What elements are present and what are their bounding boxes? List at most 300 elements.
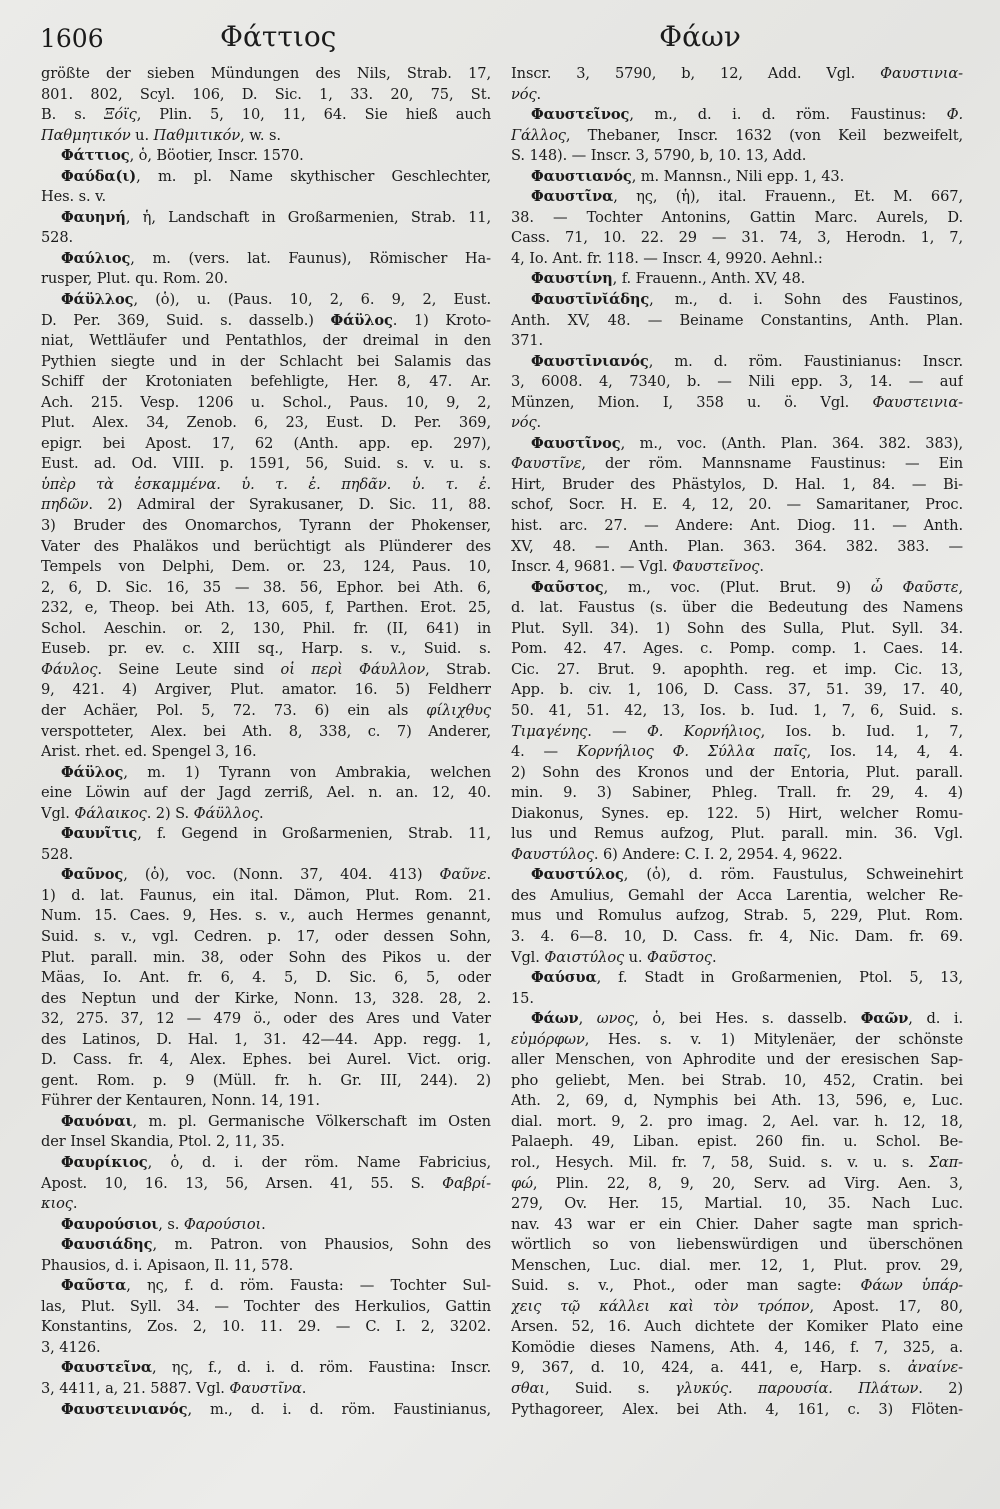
entry-text: . xyxy=(72,1195,78,1213)
entry-text: Schiff der Krotoniaten befehligte, Her. 8, 47. Ar. xyxy=(41,373,491,391)
text-line xyxy=(41,619,491,640)
entry-text: . 6) Andere: C. I. 2, 2954. 4, 9622. xyxy=(593,845,843,863)
entry-text: 279, Ov. Her. 15, Martial. 10, 35. Nach Luc. xyxy=(511,1195,963,1213)
text-line xyxy=(41,331,491,352)
text-line xyxy=(41,865,491,886)
headword: Φαυστῖνα xyxy=(531,188,614,206)
text-line xyxy=(511,1256,963,1277)
entry-text: , Ios. 14, 4, 4. xyxy=(806,743,963,761)
text-line xyxy=(511,660,963,681)
headword: Φαυστύλος xyxy=(531,866,624,884)
entry-text: , ὁ, d. i. der röm. Name Fabricius, xyxy=(147,1153,491,1171)
greek-citation: πηδῶν xyxy=(41,496,89,514)
text-line xyxy=(41,763,491,784)
entry-text: , ης, f. d. röm. Fausta: — Tochter Sul- xyxy=(126,1277,491,1295)
text-line xyxy=(41,1317,491,1338)
text-line xyxy=(41,1030,491,1051)
text-line xyxy=(41,948,491,969)
text-line xyxy=(511,845,963,866)
right-running-headword: Φάων xyxy=(659,20,741,53)
greek-citation: ἀναίνε- xyxy=(907,1359,963,1377)
entry-text: , Suid. s. xyxy=(544,1380,676,1397)
entry-text: , d. i. xyxy=(908,1010,963,1028)
text-line xyxy=(511,598,963,619)
greek-citation: γλυκύς. παρουσία. Πλάτων xyxy=(675,1380,919,1397)
entry-text: wörtlich so von liebenswürdigen und überschönen xyxy=(511,1236,963,1254)
entry-text: , Plin. 5, 10, 11, 64. Sie hieß auch xyxy=(136,106,491,124)
text-line xyxy=(511,783,963,804)
headword: Φάττιος xyxy=(61,147,130,165)
entry-text: Suid. s. v., Phot., oder man sagte: xyxy=(511,1277,861,1295)
entry-text: epigr. bei Apost. 17, 62 (Anth. app. ep. 297), xyxy=(41,434,491,452)
text-line xyxy=(41,249,491,270)
entry-text: , m. d. röm. Faustinianus: Inscr. xyxy=(648,352,963,370)
entry-text: u. xyxy=(130,126,154,144)
text-line xyxy=(41,1379,491,1400)
text-line xyxy=(511,578,963,599)
greek-citation: Φαυστινια- xyxy=(880,65,963,82)
text-line xyxy=(511,167,963,188)
headword: Φαυνῖτις xyxy=(61,825,138,843)
entry-text: , ἡ, Landschaft in Großarmenien, Strab. 11, xyxy=(125,208,491,226)
entry-text: . Seine Leute sind xyxy=(97,660,281,678)
text-line xyxy=(41,1091,491,1112)
entry-text: Eust. ad. Od. VIII. p. 1591, 56, Suid. s. v. u. s. xyxy=(41,455,491,473)
text-line xyxy=(511,331,963,352)
text-line xyxy=(511,126,963,147)
text-line xyxy=(511,208,963,229)
headword: Φαῦνος xyxy=(61,866,124,884)
text-line xyxy=(511,434,963,455)
greek-citation: Σαπ- xyxy=(928,1153,963,1171)
greek-citation: σθαι xyxy=(511,1380,545,1397)
entry-text: . xyxy=(259,804,264,822)
entry-text: Ath. 2, 69, d, Nymphis bei Ath. 13, 596, e, Luc. xyxy=(511,1092,963,1110)
text-line xyxy=(41,290,491,311)
text-line xyxy=(41,372,491,393)
entry-text: des Neptun und der Kirke, Nonn. 13, 328. 28, 2. xyxy=(41,989,491,1007)
entry-text: , f. Gegend in Großarmenien, Strab. 11, xyxy=(137,825,491,843)
greek-citation: ὦ Φαῦστε xyxy=(870,578,959,596)
text-line xyxy=(41,680,491,701)
entry-text: , Plin. 22, 8, 9, 20, Serv. ad Virg. Aen. 3, xyxy=(532,1174,963,1192)
greek-citation: εὐμόρφων xyxy=(511,1030,585,1048)
entry-text: Inscr. 4, 9681. — Vgl. xyxy=(511,558,673,576)
text-line xyxy=(41,228,491,249)
headword: Φαύλιος xyxy=(61,249,131,267)
entry-text: nav. 43 war er ein Chier. Daher sagte man sprich- xyxy=(511,1215,963,1233)
entry-text: verspotteter, Alex. bei Ath. 8, 338, c. 7) Anderer, xyxy=(41,722,491,740)
text-line xyxy=(41,1153,491,1174)
greek-citation: κιος xyxy=(41,1195,73,1213)
text-line xyxy=(511,742,963,763)
headword: Φαύδα(ι) xyxy=(61,167,137,185)
text-line xyxy=(41,352,491,373)
entry-text: , m. Mannsn., Nili epp. 1, 43. xyxy=(631,167,845,185)
greek-citation: Παθμιτικόν xyxy=(153,126,241,144)
text-line xyxy=(511,1317,963,1338)
entry-text: 371. xyxy=(511,332,544,350)
text-line xyxy=(511,886,963,907)
entry-text: 38. — Tochter Antonins, Gattin Marc. Aurels, D. xyxy=(511,208,963,226)
entry-text: des Amulius, Gemahl der Acca Larentia, welcher Re- xyxy=(511,886,963,904)
text-line xyxy=(511,249,963,270)
entry-text: u. xyxy=(624,948,648,966)
entry-text: 4. — xyxy=(511,743,577,761)
entry-text: niat, Wettläufer und Pentathlos, der dreimal in den xyxy=(41,332,491,350)
entry-text: , m., d. i. d. röm. Faustinus: xyxy=(629,106,947,124)
text-line xyxy=(511,64,963,85)
text-line xyxy=(511,1276,963,1297)
text-line xyxy=(511,105,963,126)
entry-text: , (ὁ), u. (Paus. 10, 2, 6. 9, 2, Eust. xyxy=(133,291,491,309)
page-number: 1606 xyxy=(40,24,104,53)
entry-text: der Achäer, Pol. 5, 72. 73. 6) ein als xyxy=(41,701,427,719)
entry-text: , s. xyxy=(158,1215,184,1233)
text-line xyxy=(41,311,491,332)
text-line xyxy=(41,105,491,126)
headword: Φαυστιανός xyxy=(531,167,632,185)
greek-citation: Φαυστύλος xyxy=(511,845,594,863)
entry-text: D. Cass. fr. 4, Alex. Ephes. bei Aurel. Vict. orig. xyxy=(41,1051,491,1069)
text-line xyxy=(511,1400,963,1421)
entry-text: . xyxy=(261,1215,266,1233)
headword: Φάϋλος xyxy=(61,763,124,781)
entry-text: Inscr. 3, 5790, b, 12, Add. Vgl. xyxy=(511,65,881,82)
entry-text: Pythien siegte und in der Schlacht bei Salamis das xyxy=(41,352,491,370)
entry-text: größte der sieben Mündungen des Nils, Strab. 17, xyxy=(41,65,491,82)
entry-text: B. s. xyxy=(41,106,105,124)
text-line xyxy=(41,1215,491,1236)
headword: Φαυρίκιος xyxy=(61,1153,148,1171)
entry-text: Ach. 215. Vesp. 1206 u. Schol., Paus. 10, 9, 2, xyxy=(41,393,491,411)
entry-text: 528. xyxy=(41,845,74,863)
entry-text: , xyxy=(578,1010,597,1028)
text-line xyxy=(41,495,491,516)
entry-text: . xyxy=(536,414,542,432)
headword: Φαῶν xyxy=(860,1010,909,1028)
entry-text: dial. mort. 9, 2. pro imag. 2, Ael. var. h. 12, 18, xyxy=(511,1112,963,1130)
entry-text: , Strab. xyxy=(425,660,491,678)
entry-text: . xyxy=(759,558,764,576)
text-line xyxy=(41,1009,491,1030)
entry-text: . 2) Admiral der Syrakusaner, D. Sic. 11, 88. xyxy=(88,496,491,514)
text-line xyxy=(511,680,963,701)
text-line xyxy=(511,906,963,927)
entry-text: 9, 421. 4) Argiver, Plut. amator. 16. 5) Feldherr xyxy=(41,681,491,699)
entry-text: Plut. Alex. 34, Zenob. 6, 23, Eust. D. Per. 369, xyxy=(41,414,491,432)
text-line xyxy=(511,763,963,784)
entry-text: gent. Rom. p. 9 (Müll. fr. h. Gr. III, 244). 2) xyxy=(41,1071,491,1089)
entry-text: Plut. Syll. 34). 1) Sohn des Sulla, Plut. Syll. 34. xyxy=(511,619,963,637)
entry-text: 1) d. lat. Faunus, ein ital. Dämon, Plut. Rom. 21. xyxy=(41,886,491,904)
text-line xyxy=(511,989,963,1010)
greek-citation: ωνος xyxy=(596,1010,635,1028)
text-line xyxy=(511,865,963,886)
text-line xyxy=(41,187,491,208)
entry-text: , Thebaner, Inscr. 1632 (von Keil bezweifelt, xyxy=(565,126,963,144)
entry-text: aller Menschen, von Aphrodite und der eresischen Sap- xyxy=(511,1051,963,1069)
greek-citation: χεις τῷ κάλλει καὶ τὸν τρόπον xyxy=(511,1297,810,1315)
entry-text: pho geliebt, Men. bei Strab. 10, 452, Cratin. bei xyxy=(511,1071,963,1089)
greek-citation: Φαῦνε xyxy=(439,866,487,884)
entry-text: Cic. 27. Brut. 9. apophth. reg. et imp. Cic. 13, xyxy=(511,660,963,678)
greek-citation: Φ. Κορνήλιος xyxy=(646,722,761,740)
text-line xyxy=(41,126,491,147)
headword: Φαυστεῖνος xyxy=(531,106,630,124)
right-column xyxy=(511,64,963,1420)
entry-text: eine Löwin auf der Jagd zerriß, Ael. n. an. 12, 40. xyxy=(41,784,491,802)
text-line xyxy=(511,290,963,311)
entry-text: Palaeph. 49, Liban. epist. 260 fin. u. Schol. Be- xyxy=(511,1133,963,1151)
text-line xyxy=(41,598,491,619)
entry-text: App. b. civ. 1, 106, D. Cass. 37, 51. 39, 17. 40, xyxy=(511,681,963,699)
entry-text: Num. 15. Caes. 9, Hes. s. v., auch Hermes genannt, xyxy=(41,907,491,925)
entry-text: lus und Remus aufzog, Plut. parall. min. 36. Vgl. xyxy=(511,825,963,843)
text-line xyxy=(511,393,963,414)
text-line xyxy=(511,1235,963,1256)
entry-text: , m. 1) Tyrann von Ambrakia, welchen xyxy=(123,763,491,781)
headword: Φαυσιάδης xyxy=(61,1236,153,1254)
text-line xyxy=(511,927,963,948)
text-line xyxy=(511,269,963,290)
entry-text: , w. s. xyxy=(240,126,281,144)
entry-text: , xyxy=(958,578,963,596)
greek-citation: Φαῦστος xyxy=(647,948,713,966)
greek-citation: οἱ περὶ Φάυλλον xyxy=(280,660,426,678)
entry-text: 2, 6, D. Sic. 16, 35 — 38. 56, Ephor. bei Ath. 6, xyxy=(41,578,491,596)
entry-text: Vater des Phaläkos und berüchtigt als Plünderer des xyxy=(41,537,491,555)
headword: Φαυστῑνῐάδης xyxy=(531,291,650,309)
greek-citation: Φαυστεινια- xyxy=(872,393,963,411)
headword: Φαυστῖνος xyxy=(531,434,621,452)
entry-text: Phausios, d. i. Apisaon, Il. 11, 578. xyxy=(41,1256,294,1274)
entry-text: 801. 802, Scyl. 106, D. Sic. 1, 33. 20, 75, St. xyxy=(41,85,491,103)
text-line xyxy=(511,722,963,743)
text-line xyxy=(41,393,491,414)
text-line xyxy=(511,228,963,249)
entry-text: , m., d. i. Sohn des Faustinos, xyxy=(649,291,963,309)
greek-citation: Φάυλος xyxy=(41,660,98,678)
greek-citation: Φάϋλλος xyxy=(193,804,260,822)
headword: Φαύσυα xyxy=(531,969,597,987)
greek-citation: φίλιχθυς xyxy=(426,701,491,719)
entry-text: 3. 4. 6—8. 10, D. Cass. fr. 4, Nic. Dam. fr. 69. xyxy=(511,927,963,945)
greek-citation: ὑπὲρ τὰ ἐσκαμμένα. ὑ. τ. ἐ. πηδᾶν. ὑ. τ. ἐ. xyxy=(41,475,491,493)
entry-text: . xyxy=(712,948,717,966)
entry-text: , Ios. b. Iud. 1, 7, xyxy=(760,722,963,740)
text-line xyxy=(41,578,491,599)
greek-citation: νός xyxy=(511,414,537,432)
headword: Φαυστῑνιανός xyxy=(531,352,649,370)
entry-text: , der röm. Mannsname Faustinus: — Ein xyxy=(581,455,963,473)
entry-text: Euseb. pr. ev. c. XIII sq., Harp. s. v., Suid. s. xyxy=(41,640,491,658)
text-line xyxy=(511,1194,963,1215)
text-line xyxy=(41,1358,491,1379)
text-line xyxy=(41,989,491,1010)
greek-citation: Κορνήλιος Φ. Σύλλα παῖς xyxy=(576,743,807,761)
entry-text: Apost. 10, 16. 13, 56, Arsen. 41, 55. S. xyxy=(41,1174,443,1192)
text-line xyxy=(41,1194,491,1215)
entry-text: . 2) S. xyxy=(146,804,194,822)
entry-text: Hes. s. v. xyxy=(41,188,107,206)
entry-text: min. 9. 3) Sabiner, Phleg. Trall. fr. 29, 4. 4) xyxy=(511,784,963,802)
text-line xyxy=(511,311,963,332)
entry-text: . 1) Kroto- xyxy=(392,311,491,329)
entry-text: Plut. parall. min. 38, oder Sohn des Pikos u. der xyxy=(41,948,491,966)
text-line xyxy=(511,1338,963,1359)
text-line xyxy=(41,906,491,927)
text-line xyxy=(41,146,491,167)
text-line xyxy=(41,783,491,804)
entry-text: , ης, f., d. i. d. röm. Faustina: Inscr. xyxy=(152,1359,491,1377)
text-line xyxy=(511,516,963,537)
entry-text: Menschen, Luc. dial. mer. 12, 1, Plut. prov. 29, xyxy=(511,1256,963,1274)
entry-text: Komödie dieses Namens, Ath. 4, 146, f. 7, 325, a. xyxy=(511,1338,963,1356)
text-line xyxy=(511,85,963,106)
entry-text: 3) Bruder des Onomarchos, Tyrann der Phokenser, xyxy=(41,517,491,535)
headword: Φάϋλος xyxy=(330,311,393,329)
entry-text: . xyxy=(486,866,491,884)
greek-citation: Φάων ὑπάρ- xyxy=(860,1277,963,1295)
text-line xyxy=(511,413,963,434)
greek-citation: Ξόϊς xyxy=(104,106,137,124)
entry-text: rol., Hesych. Mil. fr. 7, 58, Suid. s. v. u. s. xyxy=(511,1153,929,1171)
text-line xyxy=(511,639,963,660)
greek-citation: Φαυστεῖνος xyxy=(672,558,760,576)
greek-citation: Φαυστῖνα xyxy=(229,1380,302,1397)
entry-text: 4, Io. Ant. fr. 118. — Inscr. 4, 9920. Aehnl.: xyxy=(511,249,823,267)
entry-text: . 2) xyxy=(918,1380,963,1397)
text-line xyxy=(511,1071,963,1092)
greek-citation: Παθμητικόν xyxy=(41,126,131,144)
entry-text: 232, e, Theop. bei Ath. 13, 605, f, Parthen. Erot. 25, xyxy=(41,599,491,617)
entry-text: Mäas, Io. Ant. fr. 6, 4. 5, D. Sic. 6, 5, oder xyxy=(41,969,491,987)
entry-text: , f. Stadt in Großarmenien, Ptol. 5, 13, xyxy=(596,969,963,987)
entry-text: . xyxy=(301,1380,307,1397)
entry-text: 528. xyxy=(41,229,74,247)
text-line xyxy=(41,824,491,845)
greek-citation: Φαυστῖνε xyxy=(511,455,582,473)
text-line xyxy=(41,1071,491,1092)
text-line xyxy=(511,1112,963,1133)
entry-text: schof, Socr. H. E. 4, 12, 20. — Samaritaner, Proc. xyxy=(511,496,963,514)
entry-text: Arsen. 52, 16. Auch dichtete der Komiker Plato eine xyxy=(511,1318,963,1336)
greek-citation: Φαιστύλος xyxy=(544,948,625,966)
text-line xyxy=(41,742,491,763)
text-line xyxy=(41,1112,491,1133)
text-line xyxy=(41,64,491,85)
entry-text: Diakonus, Synes. ep. 122. 5) Hirt, welcher Romu- xyxy=(511,804,963,822)
text-line xyxy=(511,557,963,578)
entry-text: Hirt, Bruder des Phästylos, D. Hal. 1, 84. — Bi- xyxy=(511,475,963,493)
entry-text: Arist. rhet. ed. Spengel 3, 16. xyxy=(41,743,257,761)
entry-text: , (ὁ), voc. (Nonn. 37, 404. 413) xyxy=(123,866,440,884)
text-line xyxy=(511,454,963,475)
text-line xyxy=(41,413,491,434)
entry-text: Pom. 42. 47. Ages. c. Pomp. comp. 1. Caes. 14. xyxy=(511,640,963,658)
text-line xyxy=(41,85,491,106)
text-line xyxy=(511,1050,963,1071)
text-line xyxy=(41,208,491,229)
text-line xyxy=(511,1379,963,1400)
running-header xyxy=(0,18,1000,58)
text-line xyxy=(41,1132,491,1153)
text-line xyxy=(511,701,963,722)
text-line xyxy=(41,968,491,989)
entry-text: XV, 48. — Anth. Plan. 363. 364. 382. 383. — xyxy=(511,537,963,555)
entry-text: des Latinos, D. Hal. 1, 31. 42—44. App. regg. 1, xyxy=(41,1030,491,1048)
entry-text: las, Plut. Syll. 34. — Tochter des Herkulios, Gattin xyxy=(41,1297,491,1315)
entry-text: , m., d. i. d. röm. Faustinianus, xyxy=(187,1400,491,1418)
text-line xyxy=(511,1215,963,1236)
entry-text: Führer der Kentauren, Nonn. 14, 191. xyxy=(41,1092,320,1110)
entry-text: Suid. s. v., vgl. Cedren. p. 17, oder dessen Sohn, xyxy=(41,927,491,945)
text-line xyxy=(41,1400,491,1421)
greek-citation: Φαρούσιοι xyxy=(183,1215,262,1233)
text-line xyxy=(41,1276,491,1297)
entry-text: 3, 4126. xyxy=(41,1338,101,1356)
greek-citation: Γάλλος xyxy=(511,126,566,144)
entry-text: Vgl. xyxy=(511,948,545,966)
left-running-headword: Φάττιος xyxy=(220,20,337,53)
entry-text: , ὁ, Böotier, Inscr. 1570. xyxy=(129,147,304,165)
entry-text: 32, 275. 37, 12 — 479 ö., oder des Ares und Vater xyxy=(41,1010,491,1028)
text-line xyxy=(511,495,963,516)
headword: Φαῦστα xyxy=(61,1277,127,1295)
entry-text: hist. arc. 27. — Andere: Ant. Diog. 11. — Anth. xyxy=(511,517,963,535)
entry-text: der Insel Skandia, Ptol. 2, 11, 35. xyxy=(41,1133,285,1151)
text-line xyxy=(41,886,491,907)
entry-text: 9, 367, d. 10, 424, a. 441, e, Harp. s. xyxy=(511,1359,908,1377)
text-line xyxy=(41,639,491,660)
entry-text: mus und Romulus aufzog, Strab. 5, 229, Plut. Rom. xyxy=(511,907,963,925)
entry-text: , f. Frauenn., Anth. XV, 48. xyxy=(612,270,806,288)
text-line xyxy=(511,1009,963,1030)
entry-text: 15. xyxy=(511,989,534,1007)
text-line xyxy=(41,434,491,455)
greek-citation: φώ xyxy=(511,1174,533,1192)
text-line xyxy=(41,1256,491,1277)
headword: Φαῦστος xyxy=(531,578,604,596)
text-line xyxy=(41,1297,491,1318)
text-line xyxy=(41,454,491,475)
text-line xyxy=(41,1235,491,1256)
text-line xyxy=(511,1153,963,1174)
entry-text: 2) Sohn des Kronos und der Entoria, Plut. parall. xyxy=(511,763,963,781)
entry-text: , m., voc. (Plut. Brut. 9) xyxy=(603,578,871,596)
text-line xyxy=(41,167,491,188)
headword: Φάϋλλος xyxy=(61,291,134,309)
text-line xyxy=(41,722,491,743)
text-line xyxy=(41,557,491,578)
entry-text: D. Per. 369, Suid. s. dasselb.) xyxy=(41,311,331,329)
entry-text: . — xyxy=(587,722,647,740)
text-line xyxy=(511,372,963,393)
text-line xyxy=(511,1030,963,1051)
text-line xyxy=(511,948,963,969)
entry-text: , ης, (ἡ), ital. Frauenn., Et. M. 667, xyxy=(613,188,963,206)
entry-text: d. lat. Faustus (s. über die Bedeutung des Namens xyxy=(511,599,963,617)
text-line xyxy=(41,1174,491,1195)
entry-text: , ὁ, bei Hes. s. dasselb. xyxy=(634,1010,861,1028)
greek-citation: Φαβρί- xyxy=(442,1174,491,1192)
entry-text: 3, 4411, a, 21. 5887. Vgl. xyxy=(41,1380,230,1397)
headword: Φαυηνή xyxy=(61,208,126,226)
entry-text: Münzen, Mion. I, 358 u. ö. Vgl. xyxy=(511,393,873,411)
text-line xyxy=(511,619,963,640)
text-line xyxy=(41,1050,491,1071)
